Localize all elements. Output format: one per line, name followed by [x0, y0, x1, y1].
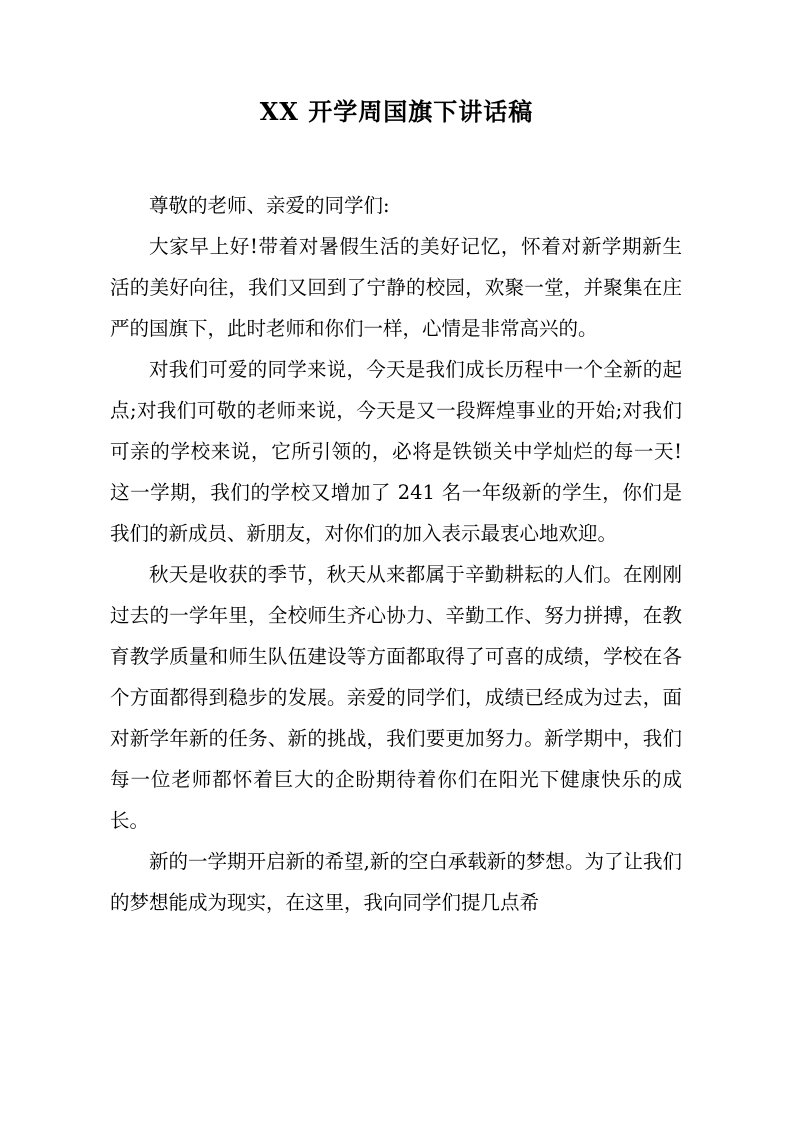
document-body — [110, 185, 682, 923]
paragraph-1: 大家早上好!带着对暑假生活的美好记忆，怀着对新学期新生活的美好向往，我们又回到了宁静的校园，欢聚一堂，并聚集在庄严的国旗下，此时老师和你们一样，心情是非常高兴的。 — [110, 235, 682, 340]
paragraph-3: 秋天是收获的季节，秋天从来都属于辛勤耕耘的人们。在刚刚过去的一学年里，全校师生齐心协力、辛勤工作、努力拼搏，在教育教学质量和师生队伍建设等方面都取得了可喜的成绩，学校在各个方面都得到稳步的发展。亲爱的同学们，成绩已经成为过去，面对新学年新的任务、新的挑战，我们要更加努力。新学期中，我们每一位老师都怀着巨大的企盼期待着你们在阳光下健康快乐的成长。 — [110, 563, 682, 832]
paragraph-2: 对我们可爱的同学来说，今天是我们成长历程中一个全新的起点;对我们可敬的老师来说，今天是又一段辉煌事业的开始;对我们可亲的学校来说，它所引领的，必将是铁锁关中学灿烂的每一天!这一学期，我们的学校又增加了 241 名一年级新的学生，你们是我们的新成员、新朋友，对你们的加入表示最衷心地欢迎。 — [110, 358, 682, 545]
page-title: XX 开学周国旗下讲话稿 — [259, 97, 534, 126]
paragraph-4: 新的一学期开启新的希望,新的空白承载新的梦想。为了让我们的梦想能成为现实，在这里，我向同学们提几点希 — [110, 850, 682, 914]
paragraph-salutation: 尊敬的老师、亲爱的同学们: — [149, 194, 390, 217]
